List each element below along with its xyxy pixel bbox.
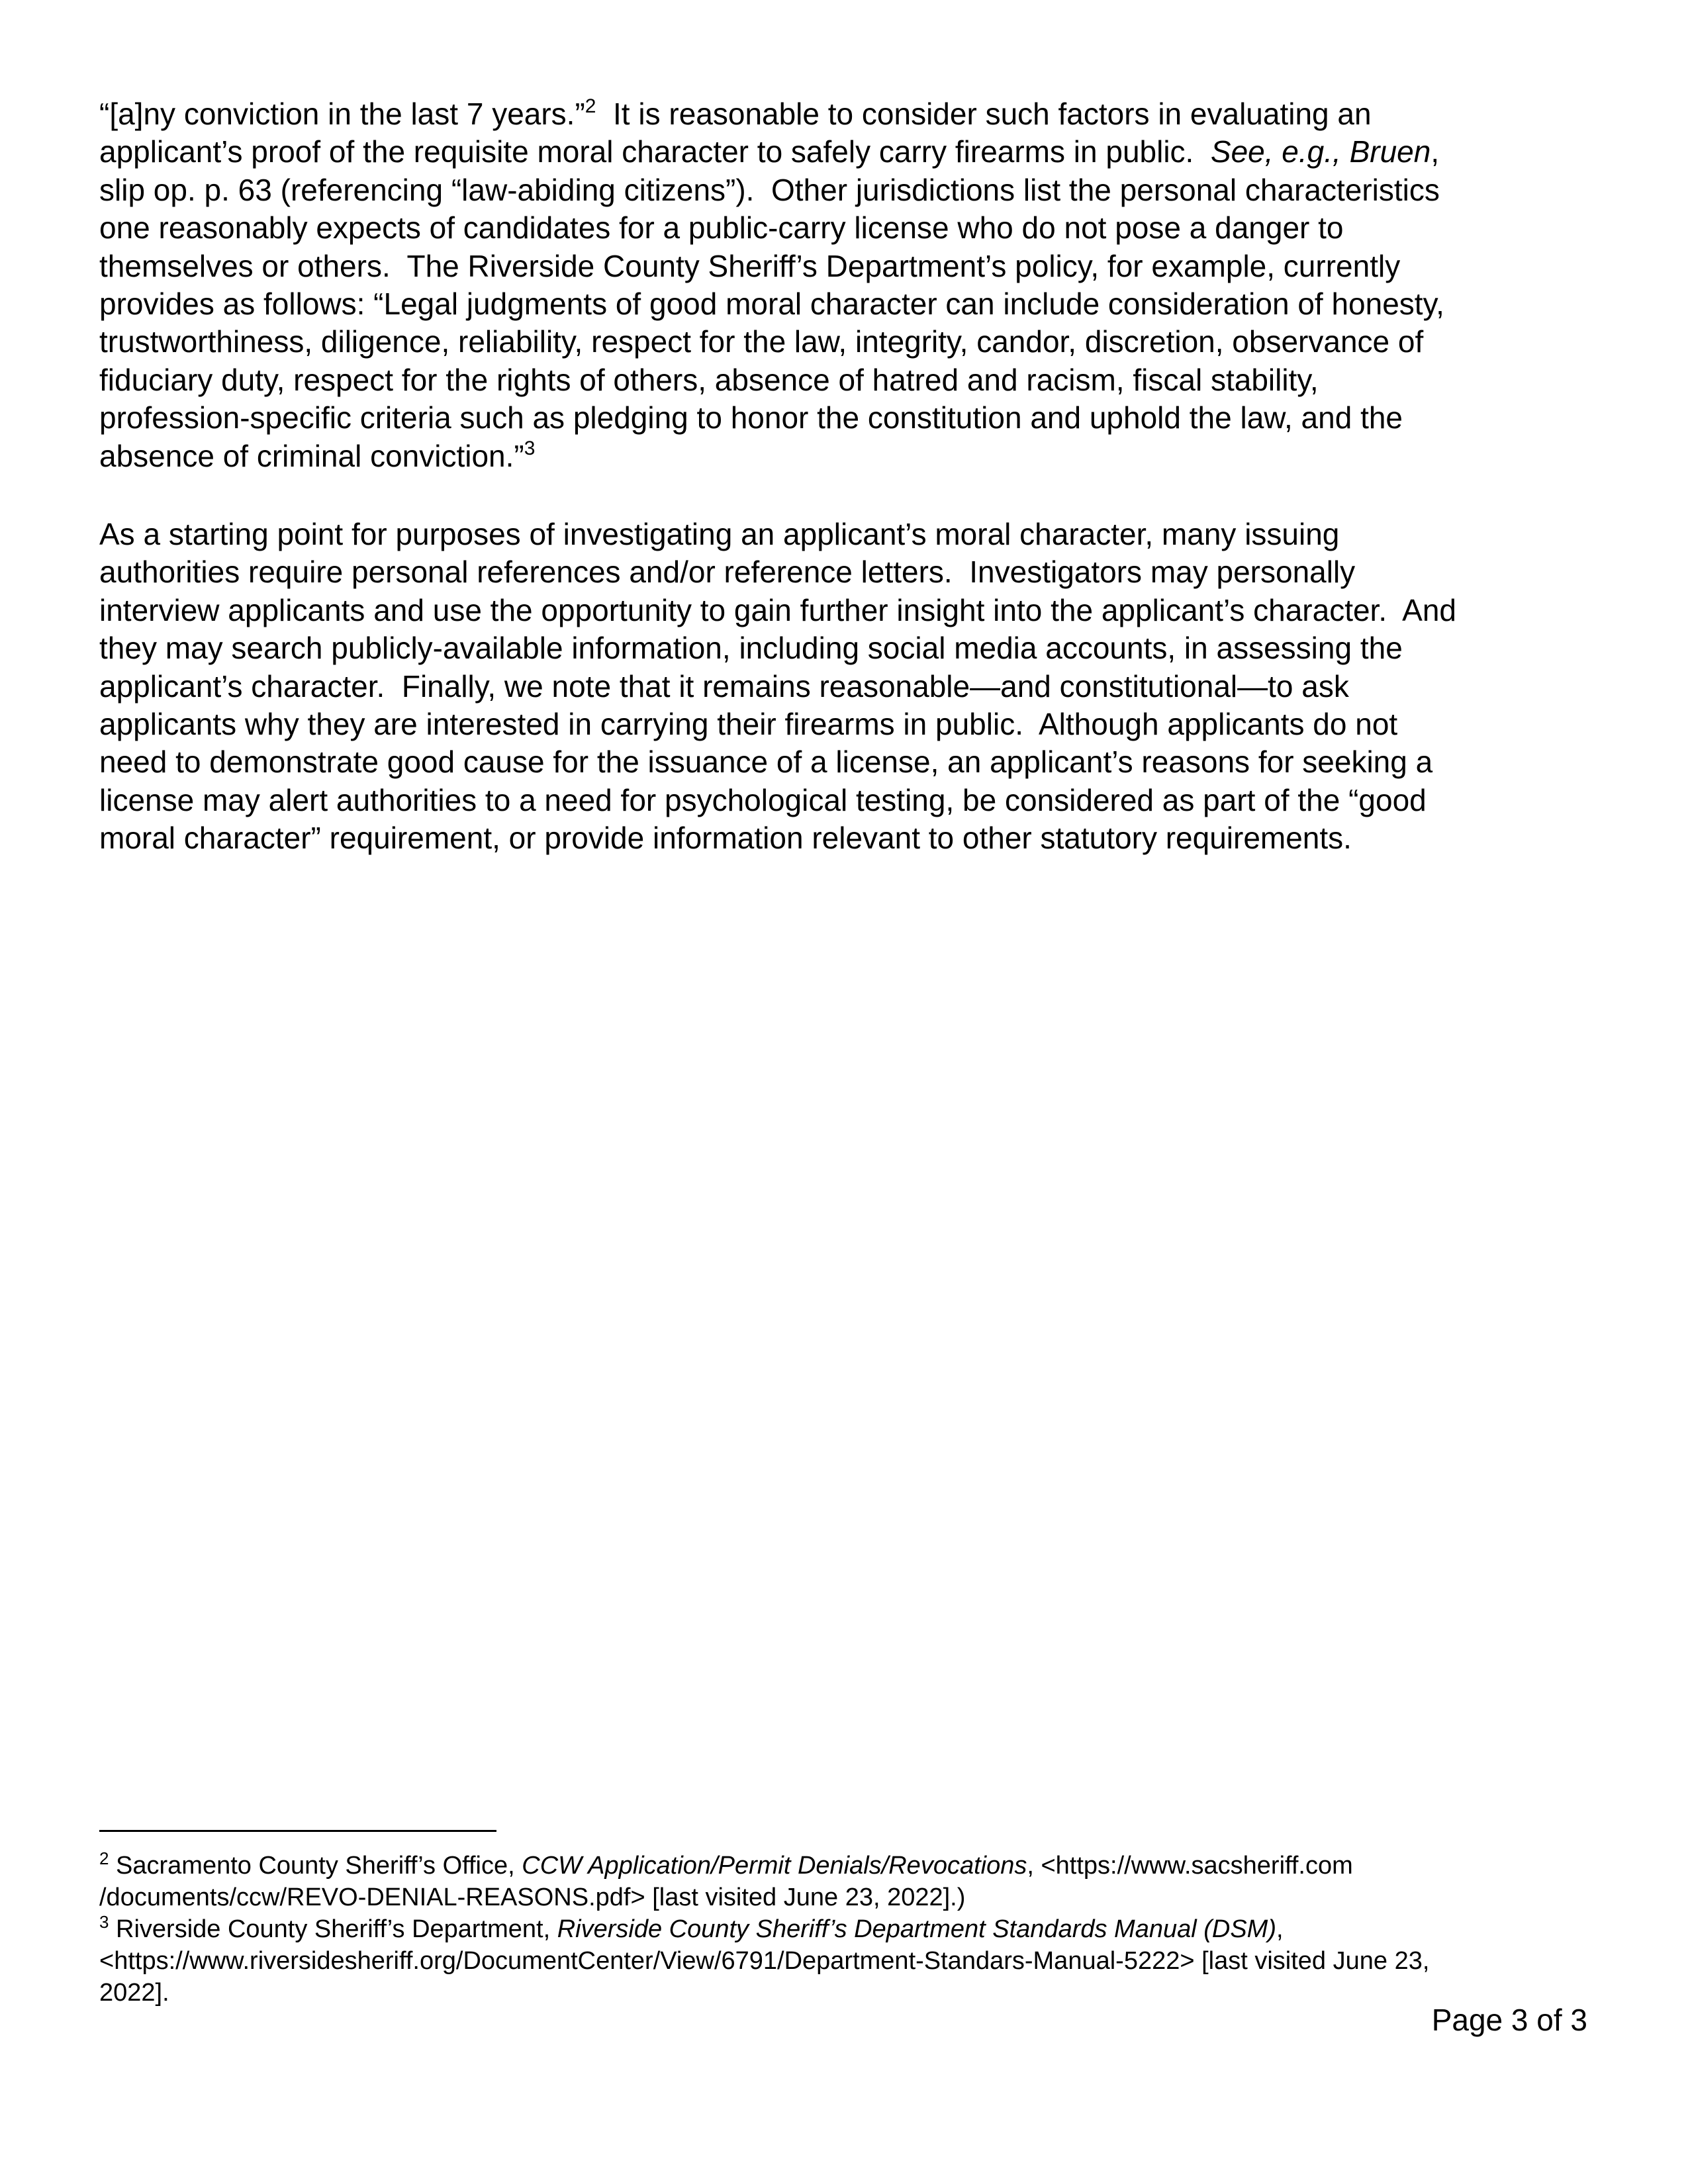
text-span: applicant’s proof of the requisite moral character to safely carry firearms in public. — [99, 134, 1211, 169]
text-line — [99, 743, 1589, 781]
footnote-3-continued — [99, 1977, 1589, 2009]
text-line — [99, 437, 1589, 475]
footnote-link-text[interactable]: /documents/ccw/REVO-DENIAL-REASONS.pdf> [last visited June 23, 2022].) — [99, 1884, 966, 1911]
text-span: slip op. p. 63 (referencing “law-abiding citizens”). Other jurisdictions list the personal characteristics — [99, 172, 1440, 207]
footnote-3 — [99, 1913, 1589, 1945]
text-line — [99, 95, 1589, 133]
text-span: trustworthiness, diligence, reliability, respect for the law, integrity, candor, discretion, observance of — [99, 324, 1424, 359]
text-span: 2022]. — [99, 1979, 169, 2007]
text-span: applicants why they are interested in carrying their firearms in public. Although applicants do not — [99, 706, 1398, 741]
text-span: moral character” requirement, or provide information relevant to other statutory requirements. — [99, 821, 1352, 856]
footnote-2 — [99, 1850, 1589, 1882]
text-line — [99, 133, 1589, 171]
text-span: As a starting point for purposes of investigating an applicant’s moral character, many issuing — [99, 517, 1340, 551]
text-line — [99, 361, 1589, 399]
text-span: absence of criminal conviction.” — [99, 438, 524, 473]
text-line — [99, 668, 1589, 705]
text-span: Sacramento County Sheriff’s Office, — [109, 1852, 522, 1880]
footnote-2-continued — [99, 1882, 1589, 1913]
body-paragraph-2 — [99, 516, 1589, 858]
footnote-link-text[interactable]: <https://www.riversidesheriff.org/DocumentCenter/View/6791/Department-Standars-Manual-5222> [last visited June 23, — [99, 1947, 1430, 1975]
text-span: applicant’s character. Finally, we note that it remains reasonable—and constitutional—to ask — [99, 668, 1349, 704]
text-line — [99, 171, 1589, 209]
text-span: authorities require personal references and/or reference letters. Investigators may personally — [99, 555, 1356, 590]
text-span: fiduciary duty, respect for the rights of others, absence of hatred and racism, fiscal stability, — [99, 362, 1319, 397]
text-line — [99, 705, 1589, 743]
text-span: provides as follows: “Legal judgments of good moral character can include consideration of honesty, — [99, 286, 1444, 321]
footnote-number: 2 — [99, 1848, 109, 1868]
footnote-reference-2[interactable]: 2 — [585, 95, 596, 117]
text-line — [99, 399, 1589, 437]
text-line — [99, 592, 1589, 629]
footnote-link-text[interactable]: , <https://www.sacsheriff.com — [1027, 1852, 1353, 1880]
footnotes-section — [99, 1850, 1589, 2009]
text-span: themselves or others. The Riverside County Sheriff’s Department’s policy, for example, currently — [99, 248, 1401, 283]
text-span: It is reasonable to consider such factors in evaluating an — [596, 97, 1372, 131]
text-line — [99, 516, 1589, 553]
footnote-separator — [99, 1830, 496, 1832]
text-line — [99, 629, 1589, 667]
text-span: interview applicants and use the opportunity to gain further insight into the applicant’s character. And — [99, 592, 1456, 627]
page-number: Page 3 of 3 — [1431, 2003, 1587, 2037]
body-paragraph-1 — [99, 95, 1589, 475]
text-line — [99, 209, 1589, 247]
text-span: they may search publicly-available information, including social media accounts, in assessing the — [99, 631, 1403, 666]
italic-citation: Riverside County Sheriff’s Department Standards Manual (DSM) — [557, 1915, 1276, 1943]
text-span: need to demonstrate good cause for the issuance of a license, an applicant’s reasons for seeking a — [99, 745, 1433, 780]
italic-citation: See, e.g., Bruen — [1210, 134, 1431, 169]
text-line — [99, 782, 1589, 819]
footnote-number: 3 — [99, 1912, 109, 1932]
text-span: , — [1276, 1915, 1284, 1943]
text-span: , — [1430, 134, 1440, 169]
text-line — [99, 248, 1589, 285]
text-line — [99, 285, 1589, 323]
footnote-3-continued — [99, 1945, 1589, 1977]
text-span: “[a]ny conviction in the last 7 years.” — [99, 97, 585, 131]
text-line — [99, 323, 1589, 361]
text-span: profession-specific criteria such as pledging to honor the constitution and uphold the law, and the — [99, 400, 1403, 435]
text-line — [99, 553, 1589, 591]
footnote-reference-3[interactable]: 3 — [524, 437, 536, 459]
text-line — [99, 819, 1589, 857]
text-span: license may alert authorities to a need for psychological testing, be considered as part of the “good — [99, 782, 1427, 817]
text-span: one reasonably expects of candidates for a public-carry license who do not pose a danger to — [99, 210, 1344, 246]
italic-citation: CCW Application/Permit Denials/Revocations — [522, 1852, 1027, 1880]
text-span: Riverside County Sheriff’s Department, — [109, 1915, 557, 1943]
